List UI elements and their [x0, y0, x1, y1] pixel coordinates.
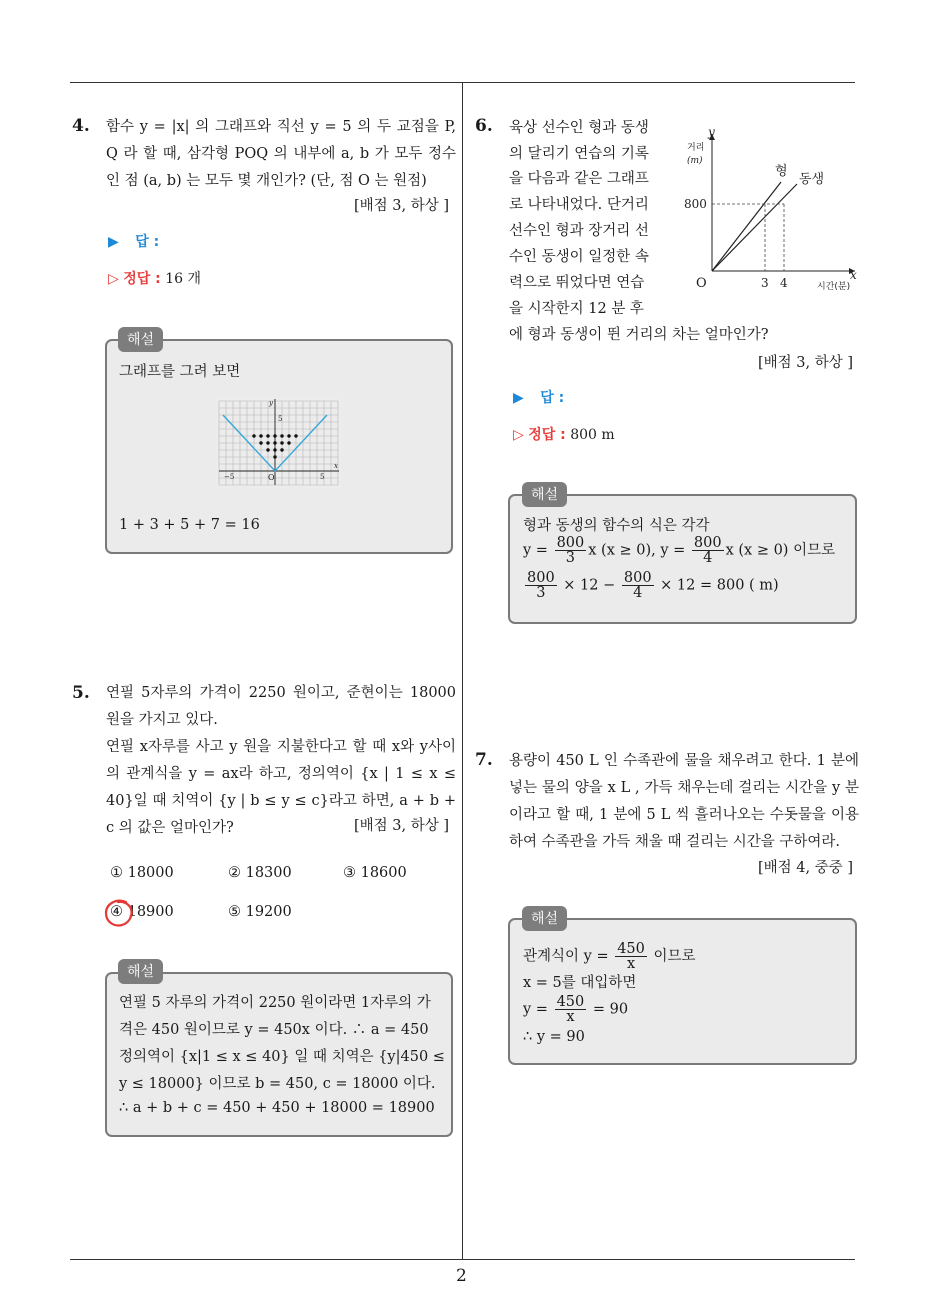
- q7-explain-line1: 관계식이 y = $\frac{450}{x}$ 이므로: [523, 941, 696, 972]
- triangle-right-icon: ▷: [108, 271, 119, 287]
- q4-correct-row: [108, 268, 201, 288]
- svg-text:x: x: [334, 462, 338, 470]
- q6-meta: [배점 3, 하상 ]: [758, 355, 854, 371]
- q5-text1: 연필 5자루의 가격이 2250 원이고, 준현이는 18000 원을 가지고 있다.: [106, 685, 456, 728]
- page-number: 2: [456, 1266, 467, 1286]
- q6-line5: 선수인 형과 장거리 선: [509, 223, 649, 239]
- q5-explain-tag: 해설: [118, 959, 163, 984]
- svg-text:5: 5: [320, 473, 325, 481]
- q6-correct-row: [513, 424, 615, 444]
- q6-line6: 수인 동생이 일정한 속: [509, 249, 649, 265]
- svg-text:−5: −5: [224, 473, 235, 481]
- q5-answer-circle-mark: [102, 896, 136, 930]
- svg-text:y: y: [708, 125, 715, 139]
- q6-frac-1: $\frac{800}{3}$: [556, 535, 585, 566]
- q4-correct-value: 16 개: [165, 271, 202, 287]
- q6-line-last: 에 형과 동생이 뛴 거리의 차는 얼마인가?: [509, 327, 769, 343]
- q4-answer-label: 답 :: [135, 234, 160, 250]
- triangle-right-icon: ▷: [513, 427, 524, 443]
- q7-explanation-box: [508, 918, 857, 1065]
- q6-frac-4: $\frac{800}{4}$: [623, 570, 652, 601]
- q4-explain-tag: 해설: [118, 327, 163, 352]
- q5-choice-4[interactable]: ④ 18900: [110, 904, 174, 920]
- q6-correct-label: 정답 :: [528, 427, 566, 443]
- q6-answer-label: 답 :: [540, 390, 565, 406]
- svg-text:시간(분): 시간(분): [817, 282, 851, 292]
- q6-brother-line: [712, 182, 781, 271]
- q5-number: 5.: [72, 683, 90, 703]
- q4-text: 함수 y = |x| 의 그래프와 직선 y = 5 의 두 교점을 P, Q 라 할 때, 삼각형 POQ 의 내부에 a, b 가 모두 정수인 점 (a, b) 는 모두 몇 개인가? (단, 점 O 는 원점): [106, 119, 456, 189]
- q6-explain-line3: $\frac{800}{3}$ × 12 − $\frac{800}{4}$ × 12 = 800 ( m): [527, 570, 779, 601]
- q4-correct-label: 정답 :: [123, 271, 161, 287]
- svg-text:(m): (m): [687, 156, 703, 166]
- q6-frac-3: $\frac{800}{3}$: [527, 570, 555, 601]
- q6-line7: 력으로 뛰었다면 연습: [509, 275, 645, 291]
- q5-explain-line3: 정의역이 {x|1 ≤ x ≤ 40} 일 때 치역은 {y|450 ≤: [119, 1049, 445, 1065]
- q6-line4: 로 나타내었다. 단거리: [509, 197, 649, 213]
- svg-text:y: y: [269, 399, 273, 407]
- play-icon: ▶: [513, 390, 524, 406]
- svg-text:동생: 동생: [799, 172, 825, 187]
- q4-number: 4.: [72, 116, 90, 136]
- q7-text: 용량이 450 L 인 수족관에 물을 채우려고 한다. 1 분에 넣는 물의 양을 x L , 가득 채우는데 걸리는 시간을 y 분이라고 할 때, 1 분에 5 L 씩 흘러나오는 수돗물을 이용하여 수족관을 가득 채울 때 걸리는 시간을 구하여라.: [509, 753, 859, 850]
- q5-choice-3[interactable]: ③ 18600: [343, 865, 407, 881]
- q6-line2: 의 달리기 연습의 기록: [509, 146, 649, 162]
- svg-text:x: x: [850, 268, 857, 282]
- q6-younger-line: [712, 184, 797, 271]
- q7-explain-line4: ∴ y = 90: [523, 1029, 585, 1045]
- q4-explanation-box: [105, 339, 453, 554]
- q5-choice-2[interactable]: ② 18300: [228, 865, 292, 881]
- q4-graph: [216, 397, 342, 489]
- q7-explain-tag: 해설: [522, 906, 567, 931]
- q5-explain-line5: ∴ a + b + c = 450 + 450 + 18000 = 18900: [119, 1100, 435, 1116]
- q7-number: 7.: [475, 750, 493, 770]
- q4-meta: [배점 3, 하상 ]: [354, 198, 450, 214]
- bottom-rule: [70, 1259, 855, 1260]
- svg-text:3: 3: [761, 276, 769, 290]
- q5-explanation-box: [105, 972, 453, 1137]
- play-icon: ▶: [108, 234, 119, 250]
- q6-frac-2: $\frac{800}{4}$: [693, 535, 722, 566]
- svg-text:O: O: [268, 473, 275, 482]
- q4-explain-line2: 1 + 3 + 5 + 7 = 16: [119, 517, 260, 533]
- q7-meta: [배점 4, 중중 ]: [758, 860, 854, 876]
- q5-explain-line4: y ≤ 18000} 이므로 b = 450, c = 18000 이다.: [119, 1076, 436, 1092]
- q6-line3: 을 다음과 같은 그래프: [509, 171, 649, 187]
- q5-meta: [배점 3, 하상 ]: [354, 818, 450, 834]
- q6-answer-row: [513, 387, 564, 407]
- svg-text:O: O: [696, 276, 707, 291]
- svg-text:형: 형: [775, 164, 788, 179]
- q5-explain-line2: 격은 450 원이므로 y = 450x 이다. ∴ a = 450: [119, 1022, 429, 1038]
- q6-graph: [672, 122, 862, 302]
- q5-choice-5[interactable]: ⑤ 19200: [228, 904, 292, 920]
- q6-explain-tag: 해설: [522, 482, 567, 507]
- svg-text:거리: 거리: [687, 143, 705, 153]
- q7-frac-1: $\frac{450}{x}$: [617, 941, 645, 972]
- q6-explain-line1: 형과 동생의 함수의 식은 각각: [523, 518, 710, 534]
- column-divider: [462, 82, 463, 1260]
- q6-number: 6.: [475, 116, 493, 136]
- svg-text:800: 800: [684, 197, 707, 211]
- q4-answer-row: [108, 231, 159, 251]
- svg-text:5: 5: [278, 415, 283, 423]
- q6-line1: 육상 선수인 형과 동생: [509, 120, 649, 136]
- q5-explain-line1: 연필 5 자루의 가격이 2250 원이라면 1자루의 가: [119, 995, 431, 1011]
- q5-choice-1[interactable]: ① 18000: [110, 865, 174, 881]
- q7-explain-line3: y = $\frac{450}{x}$ = 90: [523, 994, 629, 1025]
- q4-explain-line1: 그래프를 그려 보면: [119, 364, 241, 380]
- q6-correct-value: 800 m: [570, 427, 615, 443]
- svg-text:4: 4: [780, 276, 788, 290]
- q6-explain-line2: y = $\frac{800}{3}$ x (x ≥ 0), y = $\frac{800}{4}$ x (x ≥ 0) 이므로: [523, 535, 836, 566]
- q7-frac-2: $\frac{450}{x}$: [556, 994, 585, 1025]
- q7-explain-line2: x = 5를 대입하면: [523, 975, 637, 991]
- q6-explanation-box: [508, 494, 857, 624]
- q5-text2: 연필 x자루를 사고 y 원을 지불한다고 할 때 x와 y사이의 관계식을 y = ax라 하고, 정의역이 {x | 1 ≤ x ≤ 40}일 때 치역이 {y | b ≤ y ≤ c}라고 하면, a + b + c 의 값은 얼마인가?: [106, 739, 456, 836]
- q6-line8: 을 시작한지 12 분 후: [509, 301, 644, 317]
